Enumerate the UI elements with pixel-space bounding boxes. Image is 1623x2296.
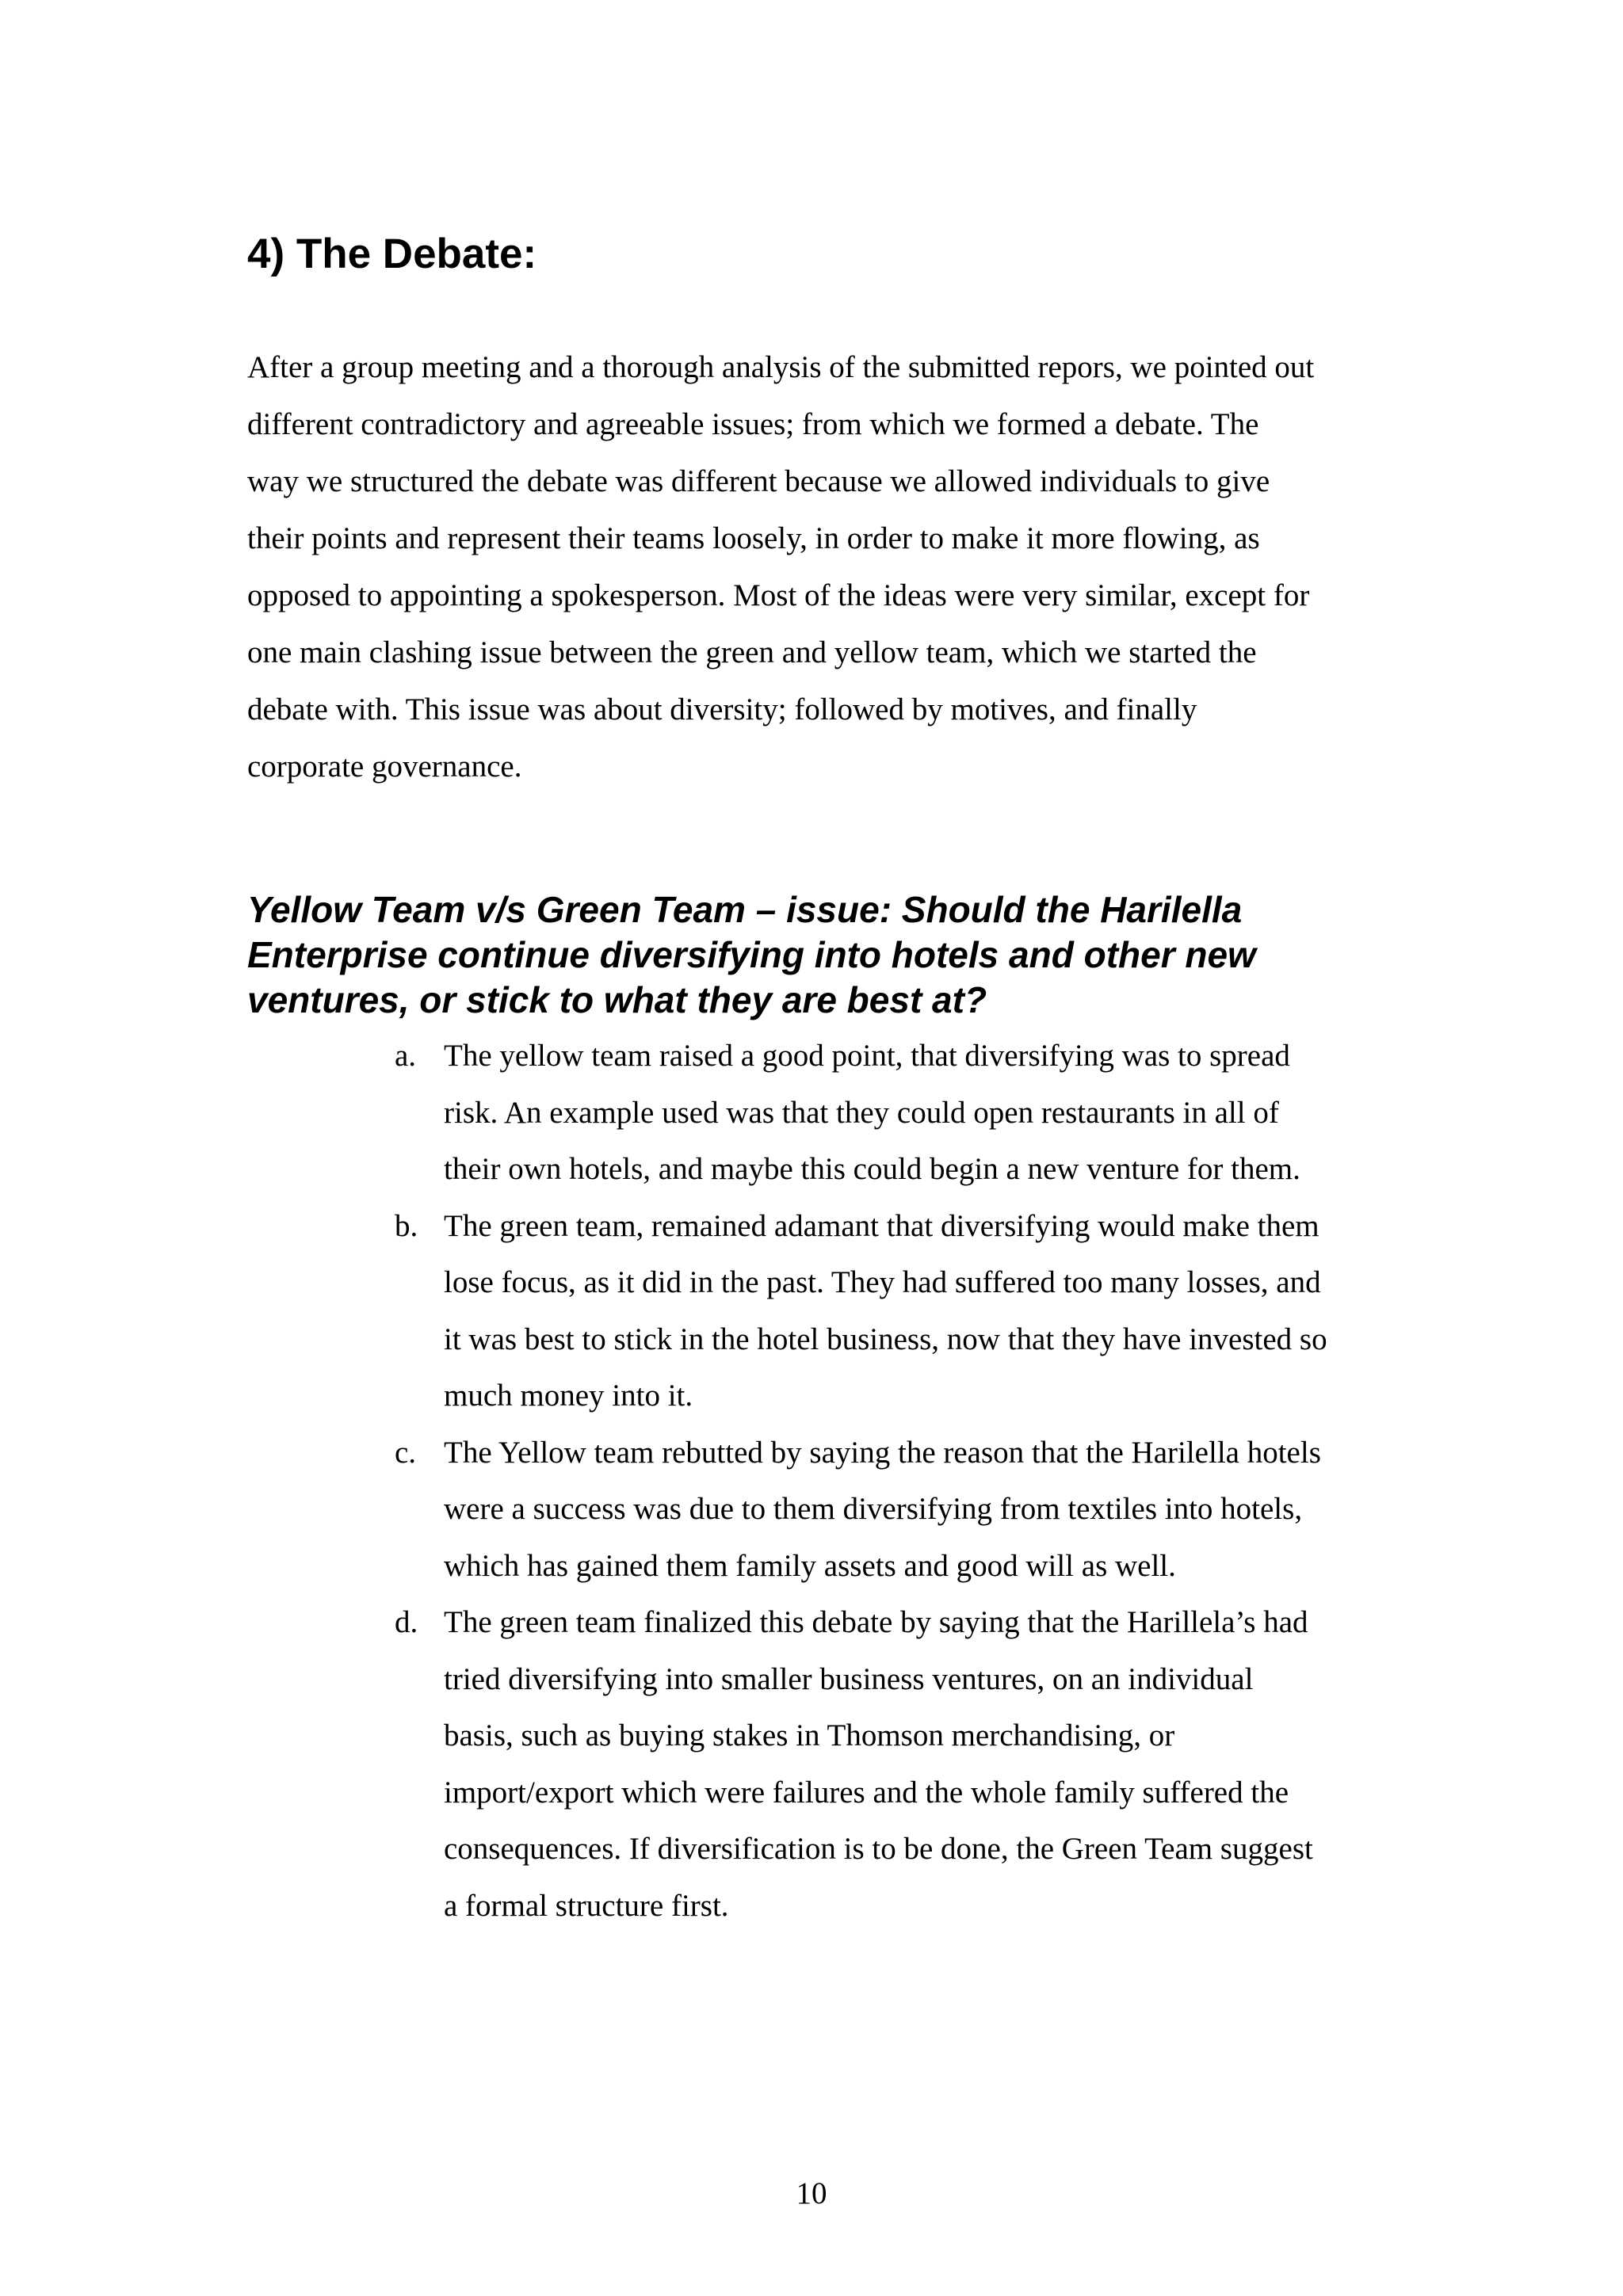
list-item-line: import/export which were failures and the whole family suffered the	[444, 1775, 1289, 1810]
intro-line: After a group meeting and a thorough analysis of the submitted repors, we pointed out	[247, 350, 1315, 384]
intro-line: way we structured the debate was different because we allowed individuals to give	[247, 464, 1270, 498]
intro-line: one main clashing issue between the green and yellow team, which we started the	[247, 635, 1257, 669]
intro-paragraph	[247, 339, 1396, 795]
list-item-line: tried diversifying into smaller business ventures, on an individual	[444, 1661, 1254, 1696]
section-heading: 4) The Debate:	[247, 231, 537, 277]
list-item-line: much money into it.	[444, 1379, 693, 1413]
list-item-line: lose focus, as it did in the past. They had suffered too many losses, and	[444, 1265, 1321, 1299]
list-item	[395, 1028, 1409, 1198]
list-item-line: consequences. If diversification is to be done, the Green Team suggest	[444, 1832, 1313, 1866]
list-item-line: The yellow team raised a good point, that diversifying was to spread	[444, 1039, 1290, 1073]
subheading-line: Enterprise continue diversifying into hotels and other new	[247, 934, 1256, 975]
list-marker: a.	[395, 1039, 417, 1073]
list-item-line: The green team, remained adamant that diversifying would make them	[444, 1208, 1319, 1243]
intro-line: their points and represent their teams loosely, in order to make it more flowing, as	[247, 521, 1260, 555]
list-item-line: which has gained them family assets and good will as well.	[444, 1548, 1176, 1583]
list-marker: d.	[395, 1605, 418, 1639]
list-marker: b.	[395, 1208, 418, 1243]
list-item-line: their own hotels, and maybe this could begin a new venture for them.	[444, 1152, 1300, 1186]
list-item	[395, 1198, 1409, 1425]
list-item	[395, 1425, 1409, 1595]
debate-issue-heading	[247, 887, 1396, 1023]
list-item-line: a formal structure first.	[444, 1888, 729, 1923]
intro-line: corporate governance.	[247, 749, 522, 784]
intro-line: opposed to appointing a spokesperson. Most of the ideas were very similar, except for	[247, 578, 1310, 612]
list-item-line: were a success was due to them diversifying from textiles into hotels,	[444, 1492, 1303, 1526]
list-marker: c.	[395, 1435, 417, 1470]
list-item-line: The green team finalized this debate by saying that the Harillela’s had	[444, 1605, 1308, 1639]
intro-line: different contradictory and agreeable issues; from which we formed a debate. The	[247, 407, 1259, 441]
page-number: 10	[796, 2176, 827, 2210]
intro-line: debate with. This issue was about diversity; followed by motives, and finally	[247, 692, 1197, 727]
list-item	[395, 1594, 1409, 1934]
list-item-line: it was best to stick in the hotel business, now that they have invested so	[444, 1322, 1327, 1356]
list-item-line: The Yellow team rebutted by saying the reason that the Harilella hotels	[444, 1435, 1321, 1470]
list-item-line: risk. An example used was that they could open restaurants in all of	[444, 1095, 1279, 1130]
list-item-line: basis, such as buying stakes in Thomson merchandising, or	[444, 1718, 1175, 1753]
debate-points-list	[395, 1028, 1409, 1934]
subheading-line: Yellow Team v/s Green Team – issue: Should the Harilella	[247, 889, 1243, 930]
subheading-line: ventures, or stick to what they are best at?	[247, 979, 987, 1020]
